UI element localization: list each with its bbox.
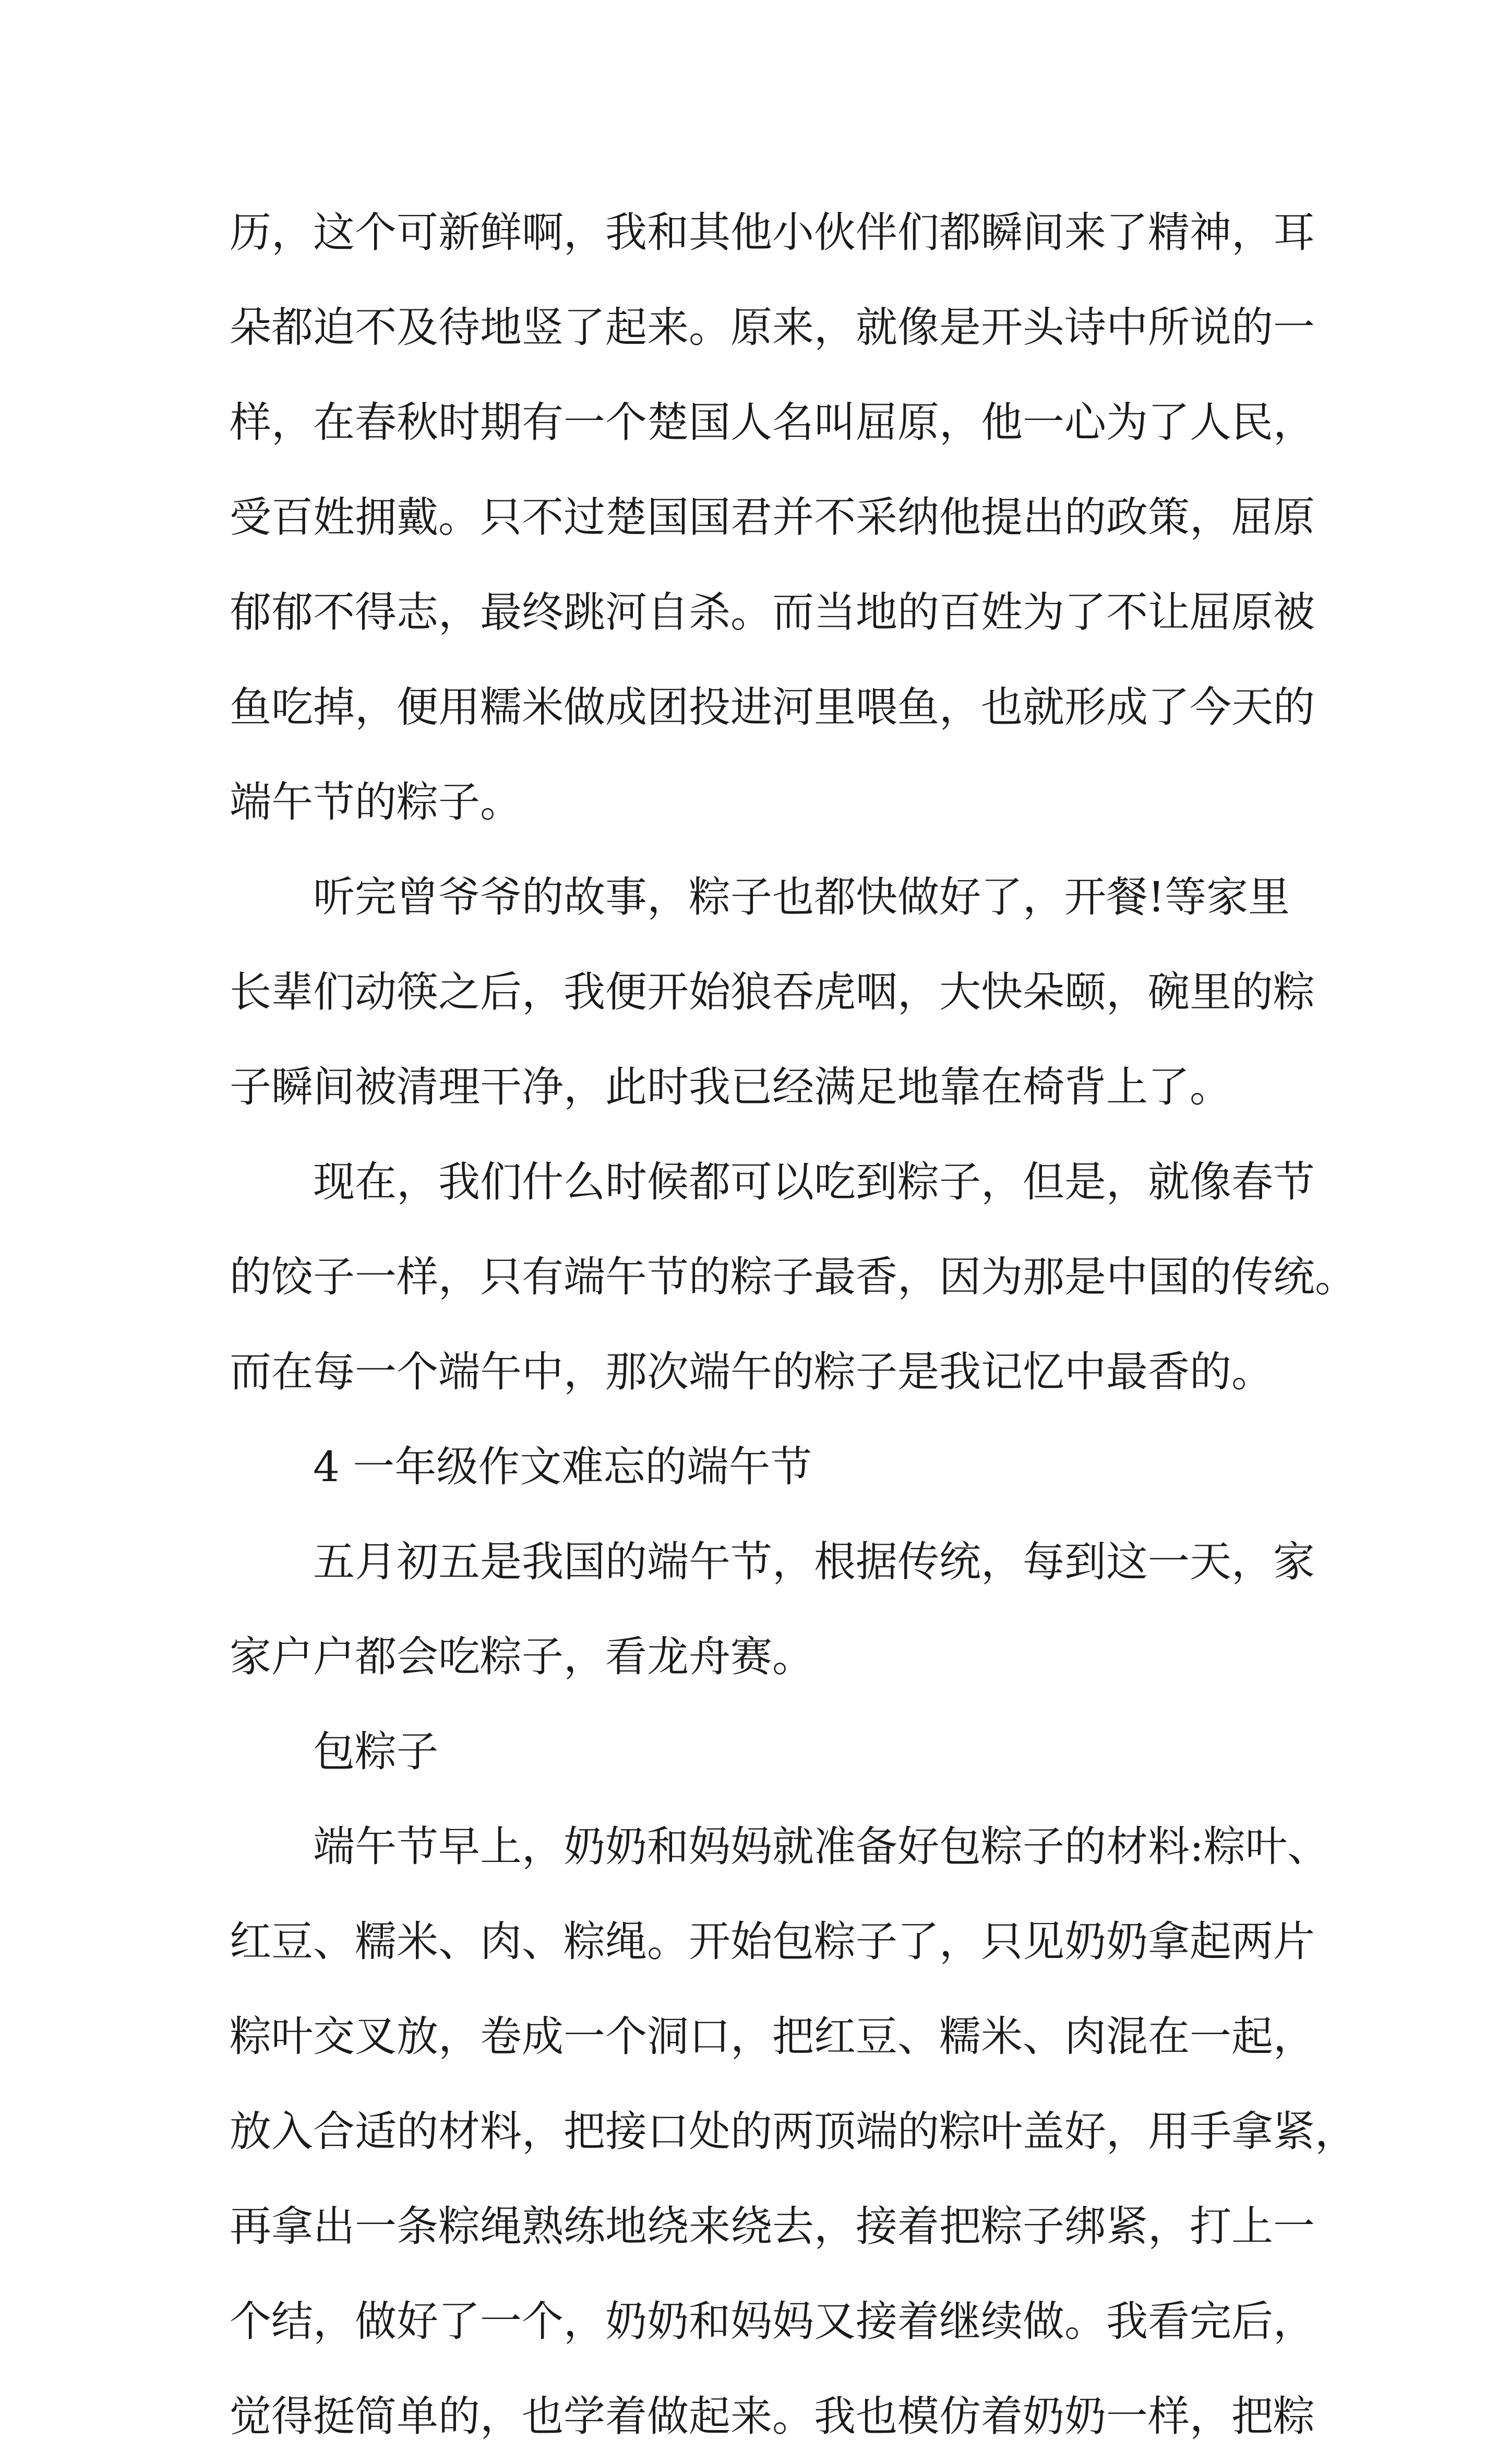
text-line: 端午节的粽子。: [230, 778, 522, 826]
text-line: 而在每一个端午中，那次端午的粽子是我记忆中最香的。: [230, 1348, 1273, 1396]
text-line: 听完曾爷爷的故事，粽子也都快做好了，开餐!等家里: [313, 873, 1290, 921]
text-line: 朵都迫不及待地竖了起来。原来，就像是开头诗中所说的一: [230, 303, 1315, 352]
text-line: 粽叶交叉放，卷成一个洞口，把红豆、糯米、肉混在一起，: [230, 2012, 1315, 2061]
subheading: 包粽子: [313, 1727, 438, 1776]
text-line: 子瞬间被清理干净，此时我已经满足地靠在椅背上了。: [230, 1063, 1231, 1111]
text-line: 红豆、糯米、肉、粽绳。开始包粽子了，只见奶奶拿起两片: [230, 1917, 1315, 1966]
text-line: 鱼吃掉，便用糯米做成团投进河里喂鱼，也就形成了今天的: [230, 683, 1315, 731]
section-heading: 4 一年级作文难忘的端午节: [313, 1443, 812, 1491]
text-line: 觉得挺简单的，也学着做起来。我也模仿着奶奶一样，把粽: [230, 2392, 1315, 2441]
text-line: 的饺子一样，只有端午节的粽子最香，因为那是中国的传统。: [230, 1253, 1357, 1301]
text-line: 历，这个可新鲜啊，我和其他小伙伴们都瞬间来了精神，耳: [230, 208, 1315, 257]
text-line: 郁郁不得志，最终跳河自杀。而当地的百姓为了不让屈原被: [230, 588, 1315, 636]
body-text: [230, 185, 1357, 2464]
text-line: 五月初五是我国的端午节，根据传统，每到这一天，家: [313, 1537, 1315, 1586]
text-line: 现在，我们什么时候都可以吃到粽子，但是，就像春节: [313, 1158, 1315, 1206]
text-line: 个结，做好了一个，奶奶和妈妈又接着继续做。我看完后，: [230, 2297, 1315, 2346]
text-line: 家户户都会吃粽子，看龙舟赛。: [230, 1632, 814, 1681]
text-line: 长辈们动筷之后，我便开始狼吞虎咽，大快朵颐，碗里的粽: [230, 968, 1315, 1016]
text-line: 端午节早上，奶奶和妈妈就准备好包粽子的材料:粽叶、: [313, 1822, 1329, 1871]
text-line: 放入合适的材料，把接口处的两顶端的粽叶盖好，用手拿紧，: [230, 2107, 1357, 2156]
text-line: 受百姓拥戴。只不过楚国国君并不采纳他提出的政策，屈原: [230, 493, 1315, 542]
text-line: 样，在春秋时期有一个楚国人名叫屈原，他一心为了人民，: [230, 398, 1315, 447]
text-line: 再拿出一条粽绳熟练地绕来绕去，接着把粽子绑紧，打上一: [230, 2202, 1315, 2251]
